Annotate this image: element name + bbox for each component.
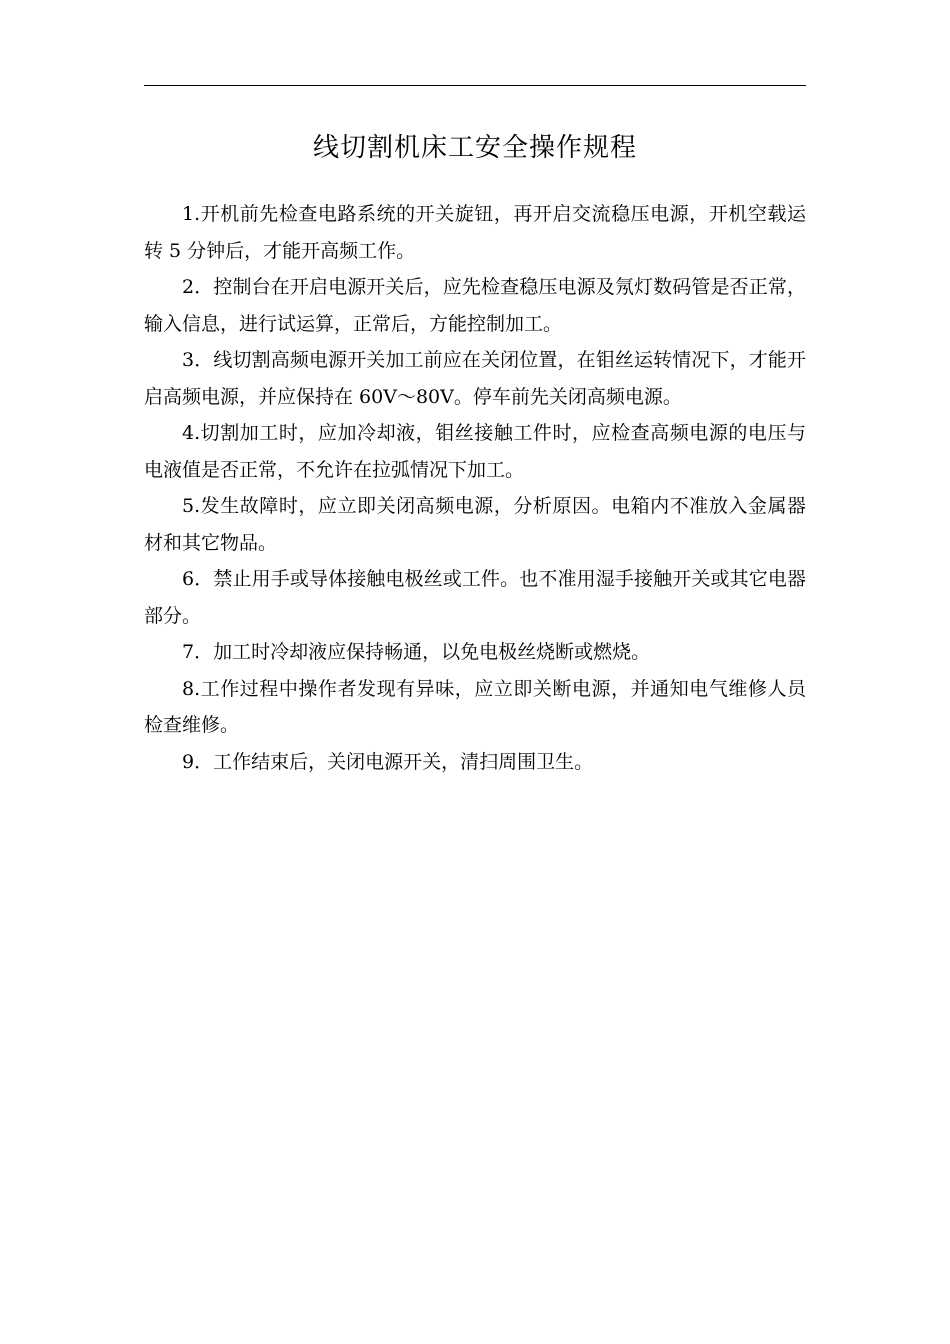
rule-item-4: 4.切割加工时，应加冷却液，钼丝接触工件时，应检查高频电源的电压与电液值是否正常，不允许在拉弧情况下加工。 [144, 422, 806, 481]
rule-item-9: 9．工作结束后，关闭电源开关，清扫周围卫生。 [182, 750, 594, 773]
rule-item-2: 2．控制台在开启电源开关后，应先检查稳压电源及氖灯数码管是否正常，输入信息，进行试运算，正常后，方能控制加工。 [144, 276, 806, 335]
document-title: 线切割机床工安全操作规程 [312, 133, 637, 163]
rule-item-1: 1.开机前先检查电路系统的开关旋钮，再开启交流稳压电源，开机空载运转 5 分钟后，才能开高频工作。 [144, 203, 806, 262]
header-rule [144, 85, 806, 86]
rule-item-7: 7．加工时冷却液应保持畅通，以免电极丝烧断或燃烧。 [182, 641, 651, 663]
document-body [144, 196, 806, 780]
rule-item-8: 8.工作过程中操作者发现有异味，应立即关断电源，并通知电气维修人员检查维修。 [144, 677, 806, 736]
rule-item-5: 5.发生故障时，应立即关闭高频电源，分析原因。电箱内不准放入金属器材和其它物品。 [144, 495, 806, 554]
rule-item-3: 3．线切割高频电源开关加工前应在关闭位置，在钼丝运转情况下，才能开启高频电源，并应保持在 60V～80V。停车前先关闭高频电源。 [144, 349, 806, 408]
rule-item-6: 6．禁止用手或导体接触电极丝或工件。也不准用湿手接触开关或其它电器部分。 [144, 568, 806, 627]
